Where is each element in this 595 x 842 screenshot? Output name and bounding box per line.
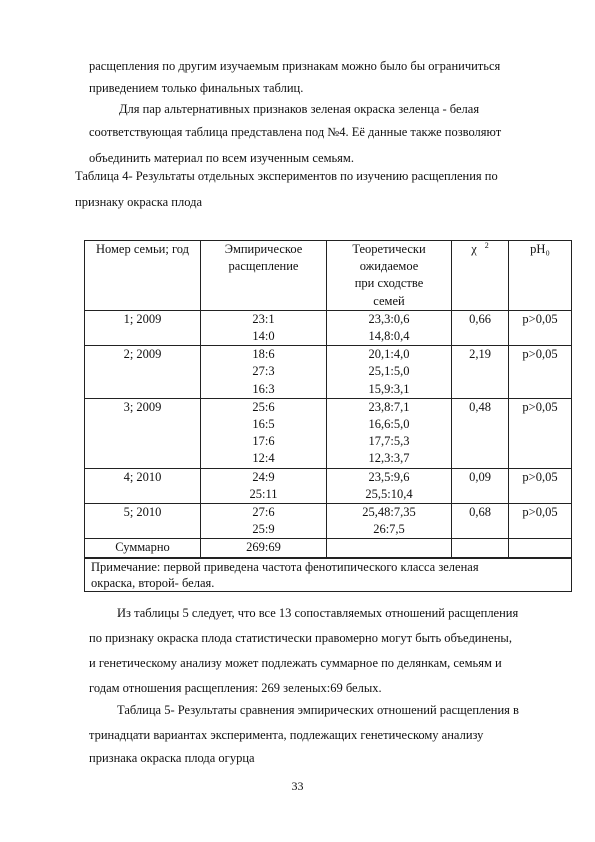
text-line: по признаку окраска плода статистически правомерно могут быть объединены,	[89, 631, 512, 645]
table-header-row	[85, 241, 572, 311]
cell-p: p>0,05	[509, 398, 572, 468]
table-caption: признака окраска плода огурца	[89, 751, 255, 765]
summary-empty-cell	[509, 539, 572, 558]
cell-empirical: 25:6 16:5 17:6 12:4	[201, 398, 327, 468]
table-caption: тринадцати вариантах эксперимента, подлежащих генетическому анализу	[89, 728, 484, 742]
cell-family: 4; 2010	[85, 468, 201, 503]
table-note: Примечание: первой приведена частота фенотипического класса зеленая окраска, второй- белая.	[85, 558, 572, 592]
table-caption: Таблица 5- Результаты сравнения эмпирических отношений расщепления в	[117, 703, 519, 717]
cell-chi2: 2,19	[452, 346, 509, 399]
table-row	[85, 504, 572, 539]
cell-family: 1; 2009	[85, 310, 201, 345]
text-line: и генетическому анализу может подлежать суммарное по делянкам, семьям и	[89, 656, 502, 670]
header-family-year: Номер семьи; год	[85, 241, 201, 311]
cell-family: 3; 2009	[85, 398, 201, 468]
cell-theoretical: 23,3:0,6 14,8:0,4	[327, 310, 452, 345]
text-line: объединить материал по всем изученным семьям.	[89, 151, 354, 165]
header-ph0: pH₀	[509, 241, 572, 311]
cell-chi2: 0,48	[452, 398, 509, 468]
cell-empirical: 27:6 25:9	[201, 504, 327, 539]
table-row	[85, 468, 572, 503]
cell-theoretical: 23,5:9,6 25,5:10,4	[327, 468, 452, 503]
table-caption: Таблица 4- Результаты отдельных экспериментов по изучению расщепления по	[75, 169, 498, 183]
cell-p: p>0,05	[509, 468, 572, 503]
summary-value: 269:69	[201, 539, 327, 558]
cell-p: p>0,05	[509, 310, 572, 345]
cell-theoretical: 25,48:7,35 26:7,5	[327, 504, 452, 539]
text-line: Для пар альтернативных признаков зеленая окраска зеленца - белая	[119, 102, 480, 116]
header-empirical: Эмпирическое расщепление	[201, 241, 327, 311]
cell-empirical: 24:9 25:11	[201, 468, 327, 503]
header-chi-square: χ $^2$	[452, 241, 509, 311]
summary-label: Суммарно	[85, 539, 201, 558]
summary-empty-cell	[327, 539, 452, 558]
table-note-row	[85, 558, 572, 592]
cell-chi2: 0,68	[452, 504, 509, 539]
cell-chi2: 0,66	[452, 310, 509, 345]
cell-family: 2; 2009	[85, 346, 201, 399]
cell-empirical: 18:6 27:3 16:3	[201, 346, 327, 399]
text-line: Из таблицы 5 следует, что все 13 сопоставляемых отношений расщепления	[117, 606, 519, 620]
cell-chi2: 0,09	[452, 468, 509, 503]
cell-empirical: 23:1 14:0	[201, 310, 327, 345]
table-summary-row	[85, 539, 572, 558]
cell-theoretical: 20,1:4,0 25,1:5,0 15,9:3,1	[327, 346, 452, 399]
cell-p: p>0,05	[509, 504, 572, 539]
cell-theoretical: 23,8:7,1 16,6:5,0 17,7:5,3 12,3:3,7	[327, 398, 452, 468]
table-row	[85, 398, 572, 468]
results-table	[84, 240, 572, 592]
text-line: расщепления по другим изучаемым признакам можно было бы ограничиться	[89, 59, 501, 73]
text-line: соответствующая таблица представлена под №4. Её данные также позволяют	[89, 125, 502, 139]
table-caption: признаку окраска плода	[75, 195, 203, 209]
page-number: 33	[291, 779, 304, 793]
text-line: годам отношения расщепления: 269 зеленых:69 белых.	[89, 681, 382, 695]
cell-p: p>0,05	[509, 346, 572, 399]
table-row	[85, 310, 572, 345]
summary-empty-cell	[452, 539, 509, 558]
cell-family: 5; 2010	[85, 504, 201, 539]
header-theoretical: Теоретически ожидаемое при сходстве семей	[327, 241, 452, 311]
table-row	[85, 346, 572, 399]
text-line: приведением только финальных таблиц.	[89, 81, 304, 95]
